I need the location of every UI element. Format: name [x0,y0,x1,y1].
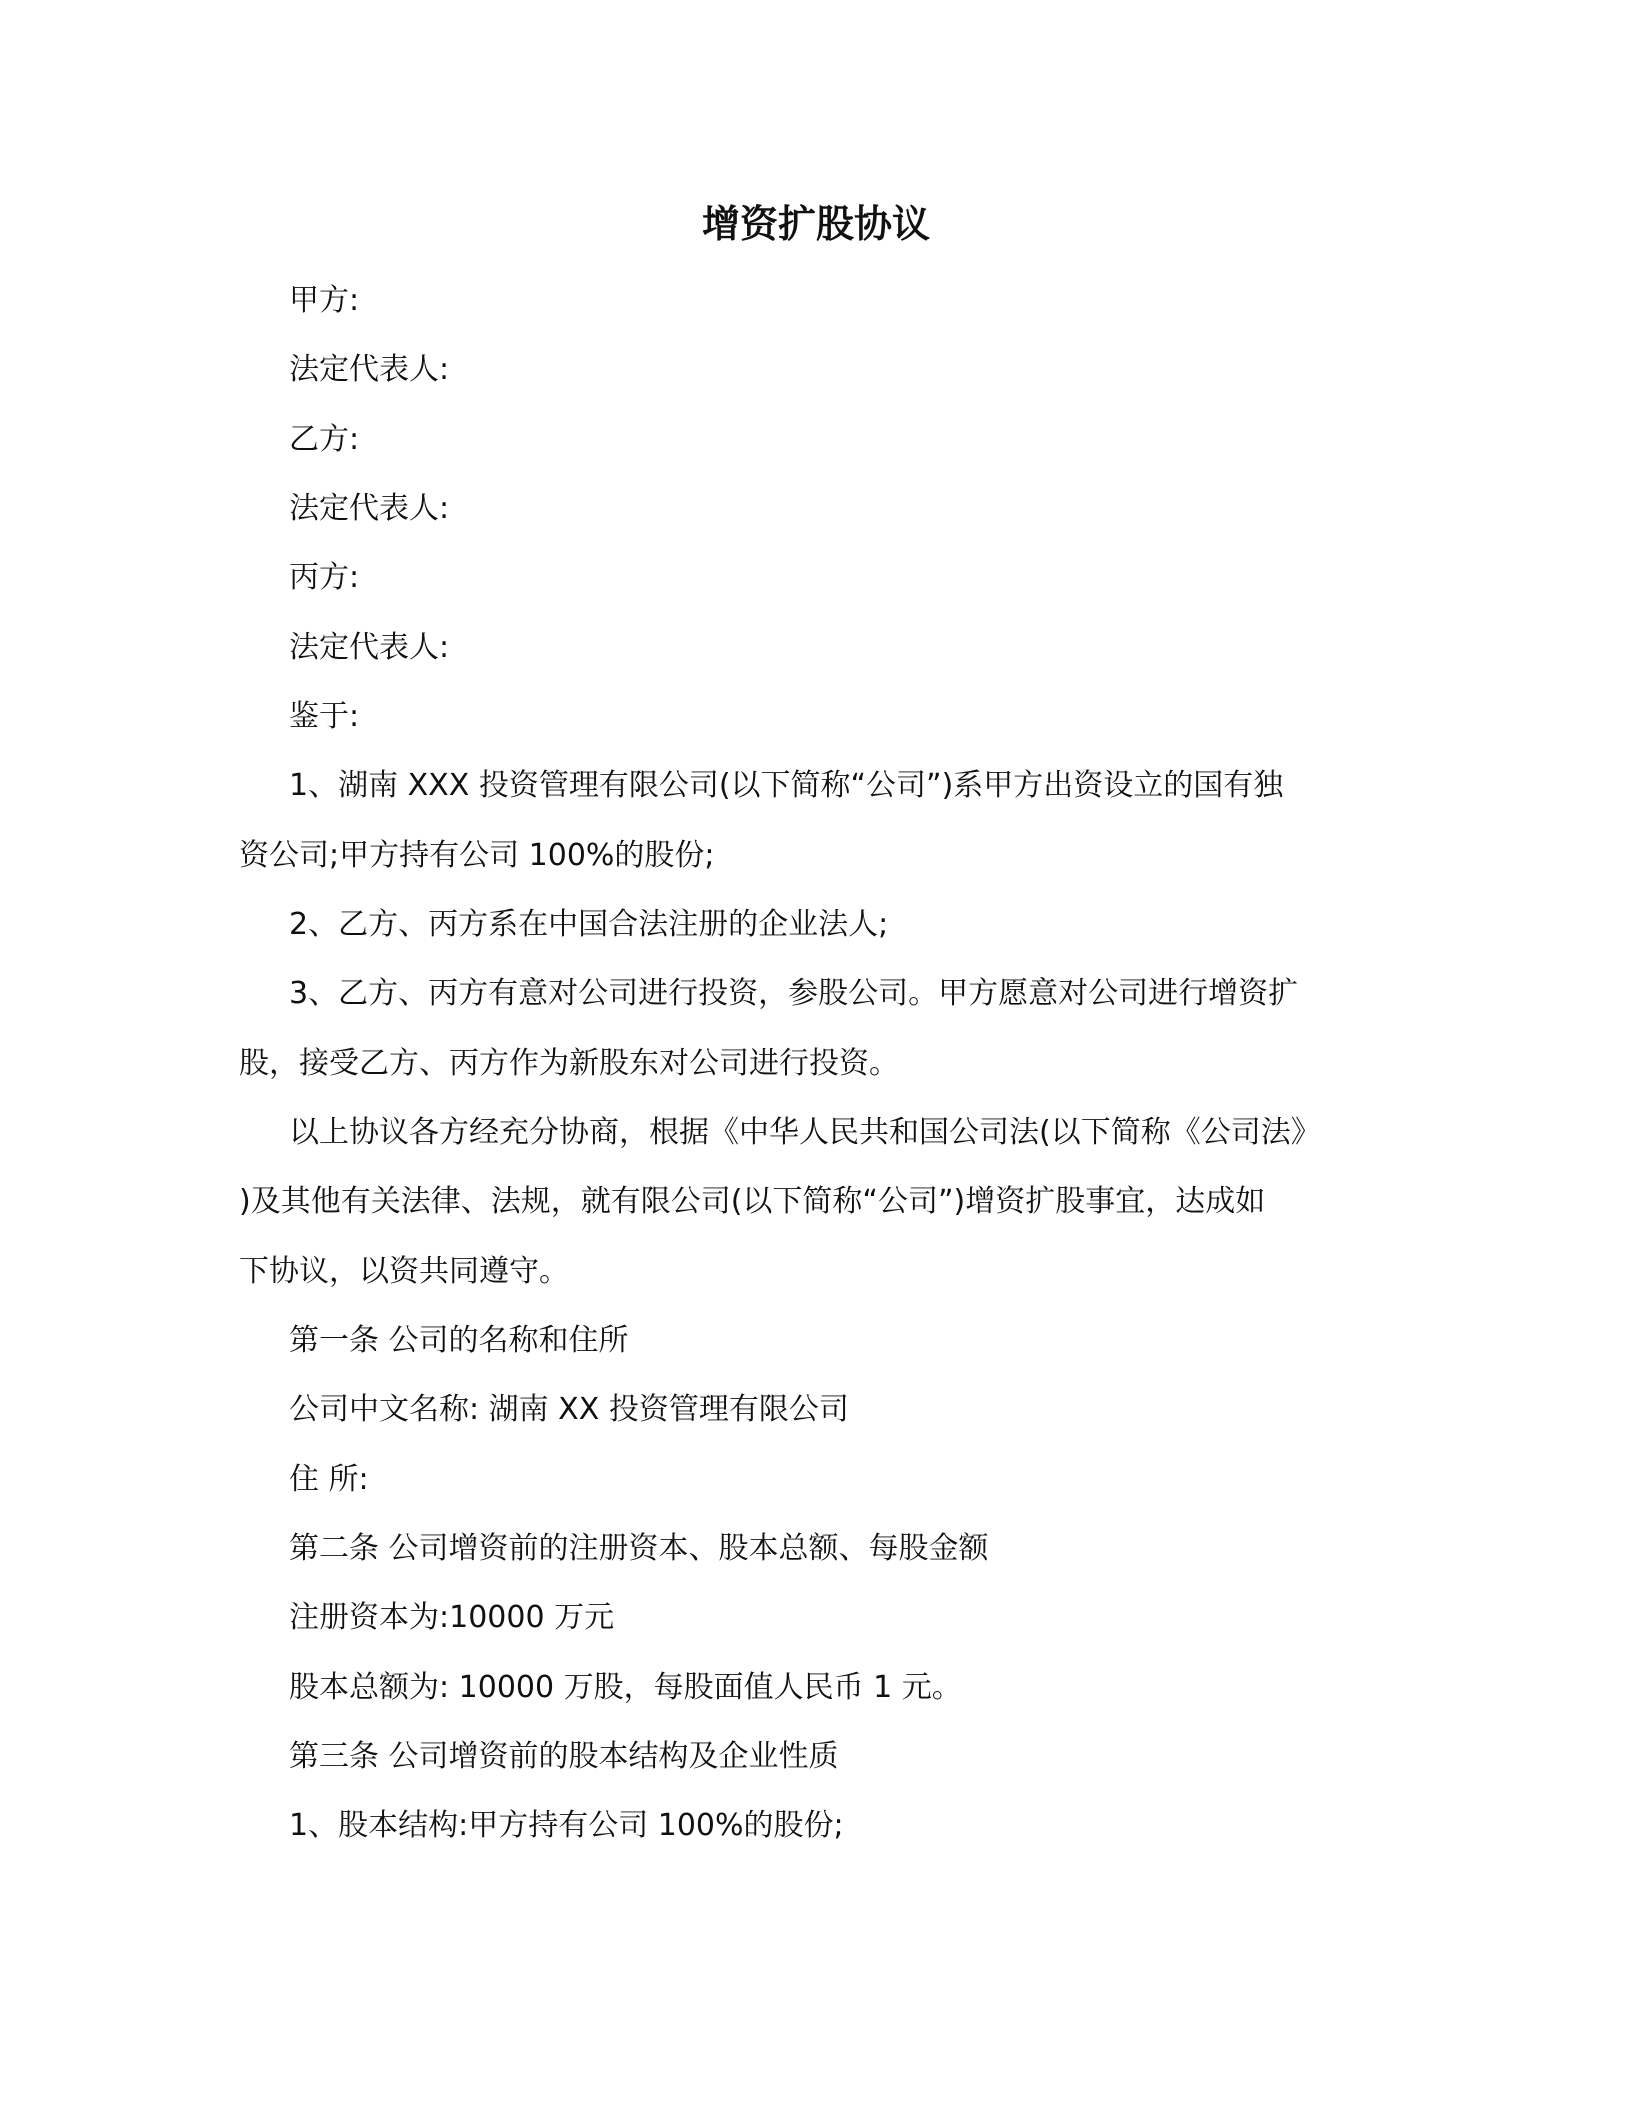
text-line: 法定代表人: [289,629,450,665]
text-line: 1、股本结构:甲方持有公司 100%的股份; [289,1808,844,1844]
text-line: 第二条 公司增资前的注册资本、股本总额、每股金额 [289,1530,989,1566]
text-line: 法定代表人: [289,490,450,526]
text-line: 乙方: [289,421,360,457]
document-title: 增资扩股协议 [701,202,930,246]
text-line: 注册资本为:10000 万元 [289,1600,615,1636]
text-line: 1、湖南 XXX 投资管理有限公司(以下简称“公司”)系甲方出资设立的国有独 [289,768,1284,804]
text-line: 3、乙方、丙方有意对公司进行投资，参股公司。甲方愿意对公司进行增资扩 [289,976,1299,1012]
text-line: 第一条 公司的名称和住所 [289,1322,629,1358]
text-line: 公司中文名称: 湖南 XX 投资管理有限公司 [289,1392,849,1428]
text-line: 甲方: [289,283,360,318]
text-line: 股，接受乙方、丙方作为新股东对公司进行投资。 [239,1045,899,1081]
text-line: 2、乙方、丙方系在中国合法注册的企业法人; [289,906,889,942]
text-line: 法定代表人: [289,352,450,388]
text-line: 第三条 公司增资前的股本结构及企业性质 [289,1738,839,1774]
text-line: 以上协议各方经充分协商，根据《中华人民共和国公司法(以下简称《公司法》 [289,1114,1321,1150]
text-line: 下协议，以资共同遵守。 [239,1253,569,1289]
text-line: 资公司;甲方持有公司 100%的股份; [239,837,715,873]
text-line: 丙方: [289,560,360,596]
text-line: 住 所: [289,1461,369,1497]
document-body [239,266,1364,1861]
text-line: )及其他有关法律、法规，就有限公司(以下简称“公司”)增资扩股事宜，达成如 [239,1184,1266,1220]
text-line: 鉴于: [289,698,360,734]
text-line: 股本总额为: 10000 万股，每股面值人民币 1 元。 [289,1669,962,1705]
